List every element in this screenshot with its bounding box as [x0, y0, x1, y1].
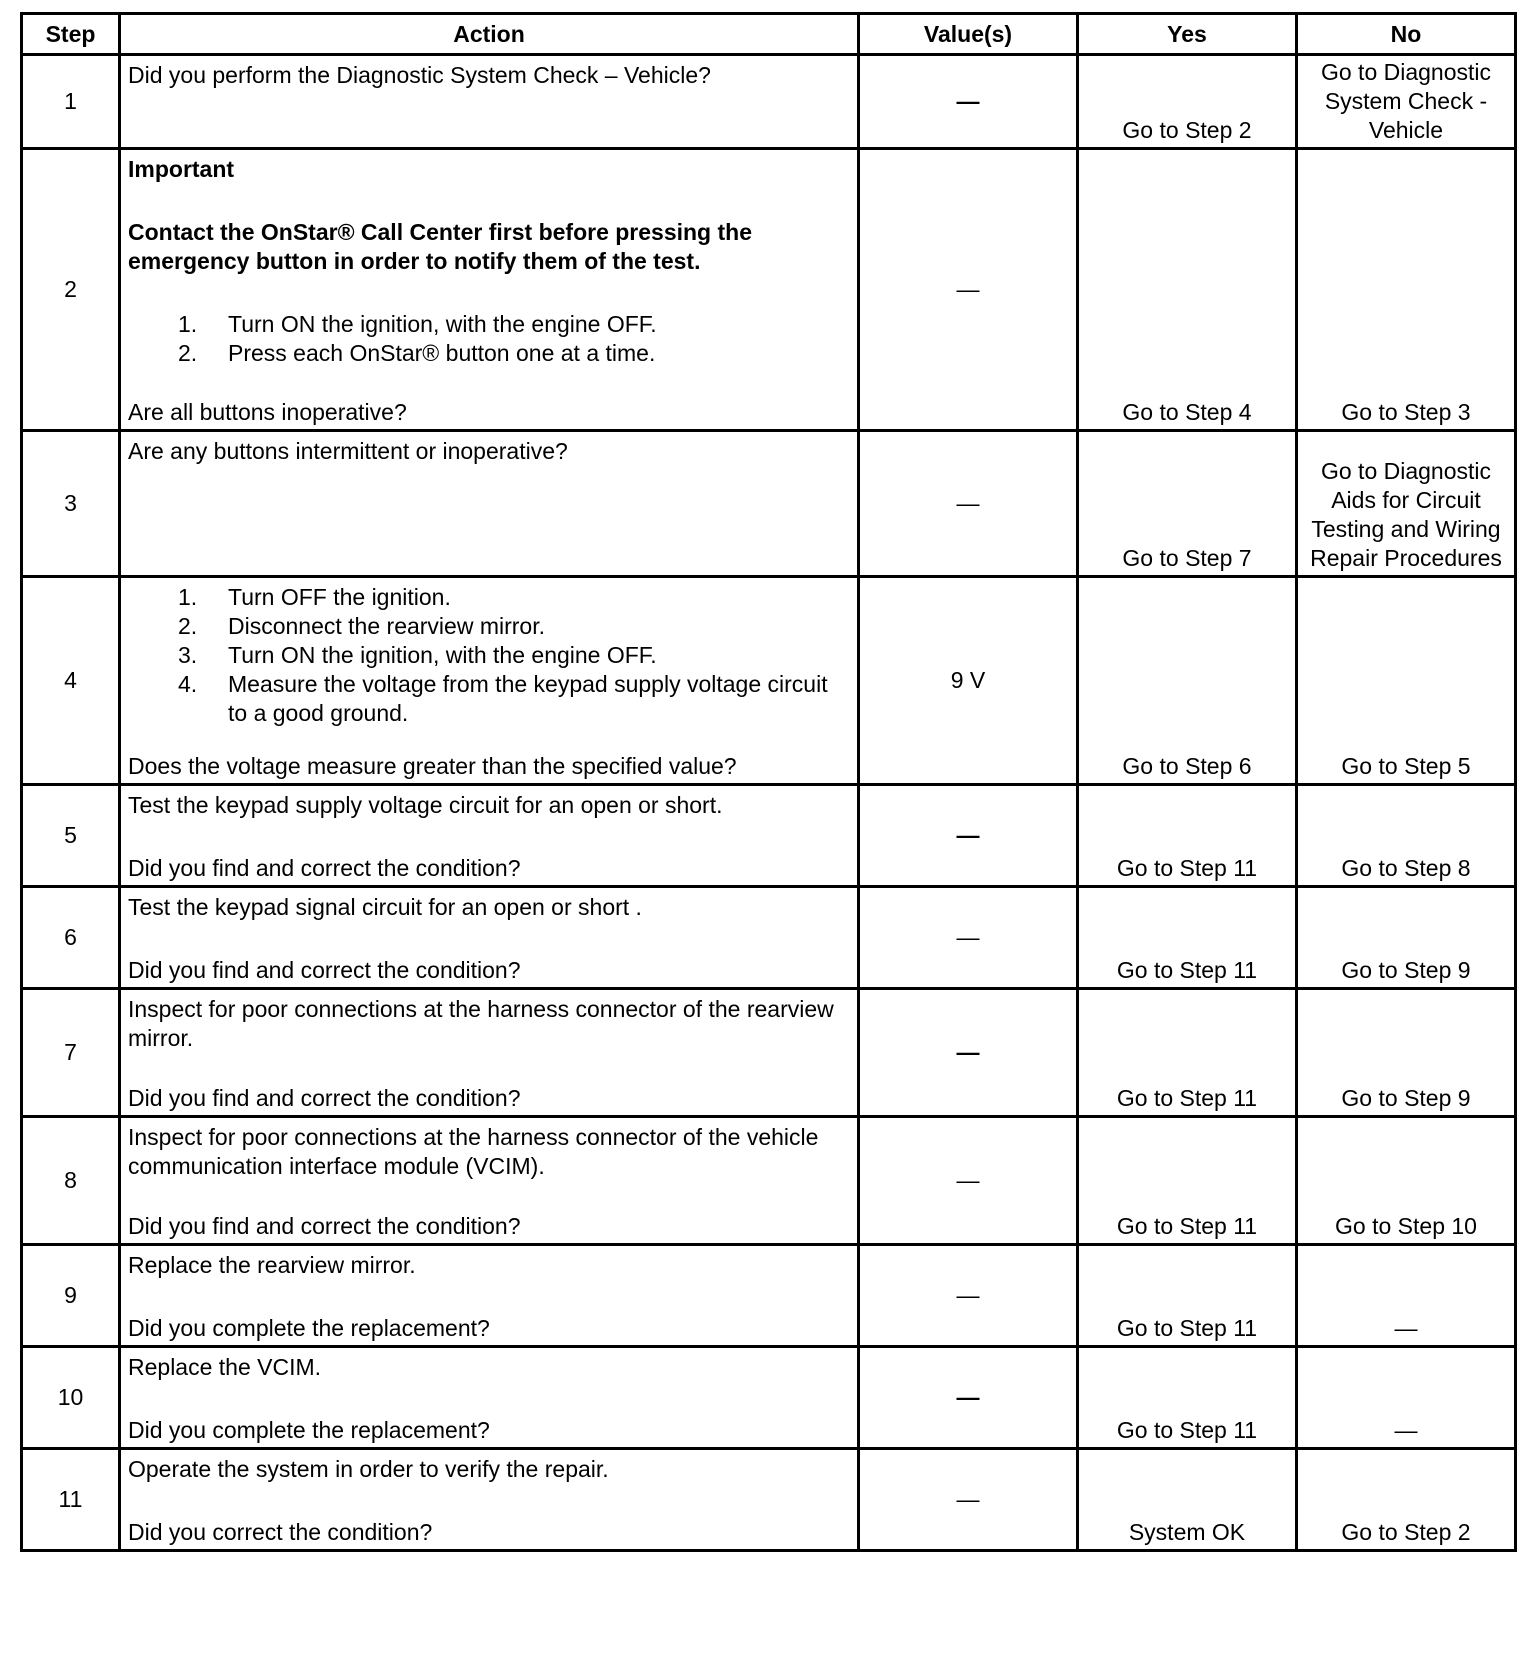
- no-cell: Go to Step 2: [1297, 1449, 1516, 1551]
- step-number: 1: [22, 55, 120, 149]
- action-question: Did you find and correct the condition?: [128, 957, 521, 983]
- action-question: Did you find and correct the condition?: [128, 1085, 521, 1111]
- action-text: Replace the VCIM.: [128, 1354, 322, 1380]
- no-cell: Go to Step 9: [1297, 989, 1516, 1117]
- yes-cell: Go to Step 11: [1078, 887, 1297, 989]
- action-cell: [120, 577, 859, 785]
- action-text: Replace the rearview mirror.: [128, 1252, 416, 1278]
- step-number: 4: [22, 577, 120, 785]
- table-row: [22, 785, 1516, 887]
- yes-cell: Go to Step 11: [1078, 785, 1297, 887]
- no-cell: Go to Step 9: [1297, 887, 1516, 989]
- no-cell: —: [1297, 1245, 1516, 1347]
- value-cell: —: [859, 149, 1078, 431]
- list-item-text: Press each OnStar® button one at a time.: [228, 340, 656, 366]
- yes-cell: Go to Step 11: [1078, 989, 1297, 1117]
- header-values: Value(s): [859, 14, 1078, 55]
- action-cell: [120, 1117, 859, 1245]
- list-item-text: Turn OFF the ignition.: [228, 584, 451, 610]
- table-row: [22, 1245, 1516, 1347]
- value-cell: —: [859, 55, 1078, 149]
- header-row: [22, 14, 1516, 55]
- action-text: Operate the system in order to verify the repair.: [128, 1456, 609, 1482]
- table-row: [22, 149, 1516, 431]
- list-item: [178, 583, 850, 612]
- list-item-number: 1.: [178, 584, 198, 610]
- value-cell: —: [859, 1245, 1078, 1347]
- list-item-text: Disconnect the rearview mirror.: [228, 613, 545, 639]
- step-number: 3: [22, 431, 120, 577]
- header-action: Action: [120, 14, 859, 55]
- action-text: Inspect for poor connections at the harness connector of the vehicle communication interface module (VCIM).: [128, 1124, 819, 1179]
- list-item-number: 1.: [178, 311, 198, 337]
- list-item-text: Turn ON the ignition, with the engine OFF.: [228, 311, 657, 337]
- action-cell: [120, 55, 859, 149]
- action-text: Test the keypad signal circuit for an open or short .: [128, 894, 642, 920]
- list-item: [178, 339, 850, 368]
- value-cell: —: [859, 887, 1078, 989]
- step-number: 9: [22, 1245, 120, 1347]
- yes-cell: Go to Step 6: [1078, 577, 1297, 785]
- list-item-text: Measure the voltage from the keypad supply voltage circuit to a good ground.: [228, 671, 828, 726]
- value-cell: 9 V: [859, 577, 1078, 785]
- value-cell: —: [859, 989, 1078, 1117]
- action-cell: [120, 149, 859, 431]
- action-question: Did you correct the condition?: [128, 1519, 433, 1545]
- table-row: [22, 989, 1516, 1117]
- yes-cell: Go to Step 7: [1078, 431, 1297, 577]
- yes-cell: Go to Step 2: [1078, 55, 1297, 149]
- table-row: [22, 55, 1516, 149]
- no-cell: Go to Step 3: [1297, 149, 1516, 431]
- list-item: [178, 310, 850, 339]
- no-cell: Go to Diagnostic System Check - Vehicle: [1297, 55, 1516, 149]
- no-cell: Go to Step 8: [1297, 785, 1516, 887]
- action-question: Did you find and correct the condition?: [128, 1213, 521, 1239]
- table-row: [22, 1117, 1516, 1245]
- header-step: Step: [22, 14, 120, 55]
- diagnostic-table-sheet: [20, 12, 1517, 1552]
- action-text: Inspect for poor connections at the harness connector of the rearview mirror.: [128, 996, 834, 1051]
- action-question: Did you find and correct the condition?: [128, 855, 521, 881]
- action-steps-list: [128, 310, 850, 368]
- yes-cell: Go to Step 11: [1078, 1347, 1297, 1449]
- list-item-number: 3.: [178, 642, 198, 668]
- value-cell: —: [859, 1347, 1078, 1449]
- list-item-number: 2.: [178, 613, 198, 639]
- yes-cell: Go to Step 11: [1078, 1117, 1297, 1245]
- list-item-number: 2.: [178, 340, 198, 366]
- step-number: 10: [22, 1347, 120, 1449]
- value-cell: —: [859, 1449, 1078, 1551]
- step-number: 11: [22, 1449, 120, 1551]
- action-question: Are all buttons inoperative?: [128, 399, 407, 425]
- table-row: [22, 887, 1516, 989]
- action-question: Did you complete the replacement?: [128, 1417, 490, 1443]
- important-heading: Important: [128, 156, 235, 182]
- list-item: [178, 641, 850, 670]
- no-cell: —: [1297, 1347, 1516, 1449]
- table-row: [22, 1449, 1516, 1551]
- yes-cell: System OK: [1078, 1449, 1297, 1551]
- no-cell: Go to Step 5: [1297, 577, 1516, 785]
- action-question: Did you complete the replacement?: [128, 1315, 490, 1341]
- yes-cell: Go to Step 4: [1078, 149, 1297, 431]
- list-item-text: Turn ON the ignition, with the engine OFF.: [228, 642, 657, 668]
- value-cell: —: [859, 431, 1078, 577]
- step-number: 8: [22, 1117, 120, 1245]
- action-cell: [120, 887, 859, 989]
- action-steps-list: [128, 583, 850, 728]
- step-number: 5: [22, 785, 120, 887]
- diagnostic-table: [20, 12, 1517, 1552]
- step-number: 7: [22, 989, 120, 1117]
- value-cell: —: [859, 785, 1078, 887]
- step-number: 6: [22, 887, 120, 989]
- no-cell: Go to Step 10: [1297, 1117, 1516, 1245]
- table-row: [22, 1347, 1516, 1449]
- action-cell: [120, 989, 859, 1117]
- value-cell: —: [859, 1117, 1078, 1245]
- action-text: Test the keypad supply voltage circuit for an open or short.: [128, 792, 723, 818]
- table-body: [22, 55, 1516, 1551]
- step-number: 2: [22, 149, 120, 431]
- action-cell: [120, 1449, 859, 1551]
- no-cell: Go to Diagnostic Aids for Circuit Testing and Wiring Repair Procedures: [1297, 431, 1516, 577]
- table-row: [22, 577, 1516, 785]
- action-text: Did you perform the Diagnostic System Check – Vehicle?: [128, 62, 711, 88]
- list-item-number: 4.: [178, 671, 198, 697]
- action-cell: [120, 785, 859, 887]
- list-item: [178, 612, 850, 641]
- header-yes: Yes: [1078, 14, 1297, 55]
- action-question: Does the voltage measure greater than the specified value?: [128, 753, 737, 779]
- yes-cell: Go to Step 11: [1078, 1245, 1297, 1347]
- action-cell: [120, 431, 859, 577]
- action-cell: [120, 1245, 859, 1347]
- important-note: Contact the OnStar® Call Center first before pressing the emergency button in order to notify them of the test.: [128, 219, 752, 274]
- table-row: [22, 431, 1516, 577]
- list-item: [178, 670, 850, 728]
- header-no: No: [1297, 14, 1516, 55]
- action-cell: [120, 1347, 859, 1449]
- action-text: Are any buttons intermittent or inoperative?: [128, 438, 568, 464]
